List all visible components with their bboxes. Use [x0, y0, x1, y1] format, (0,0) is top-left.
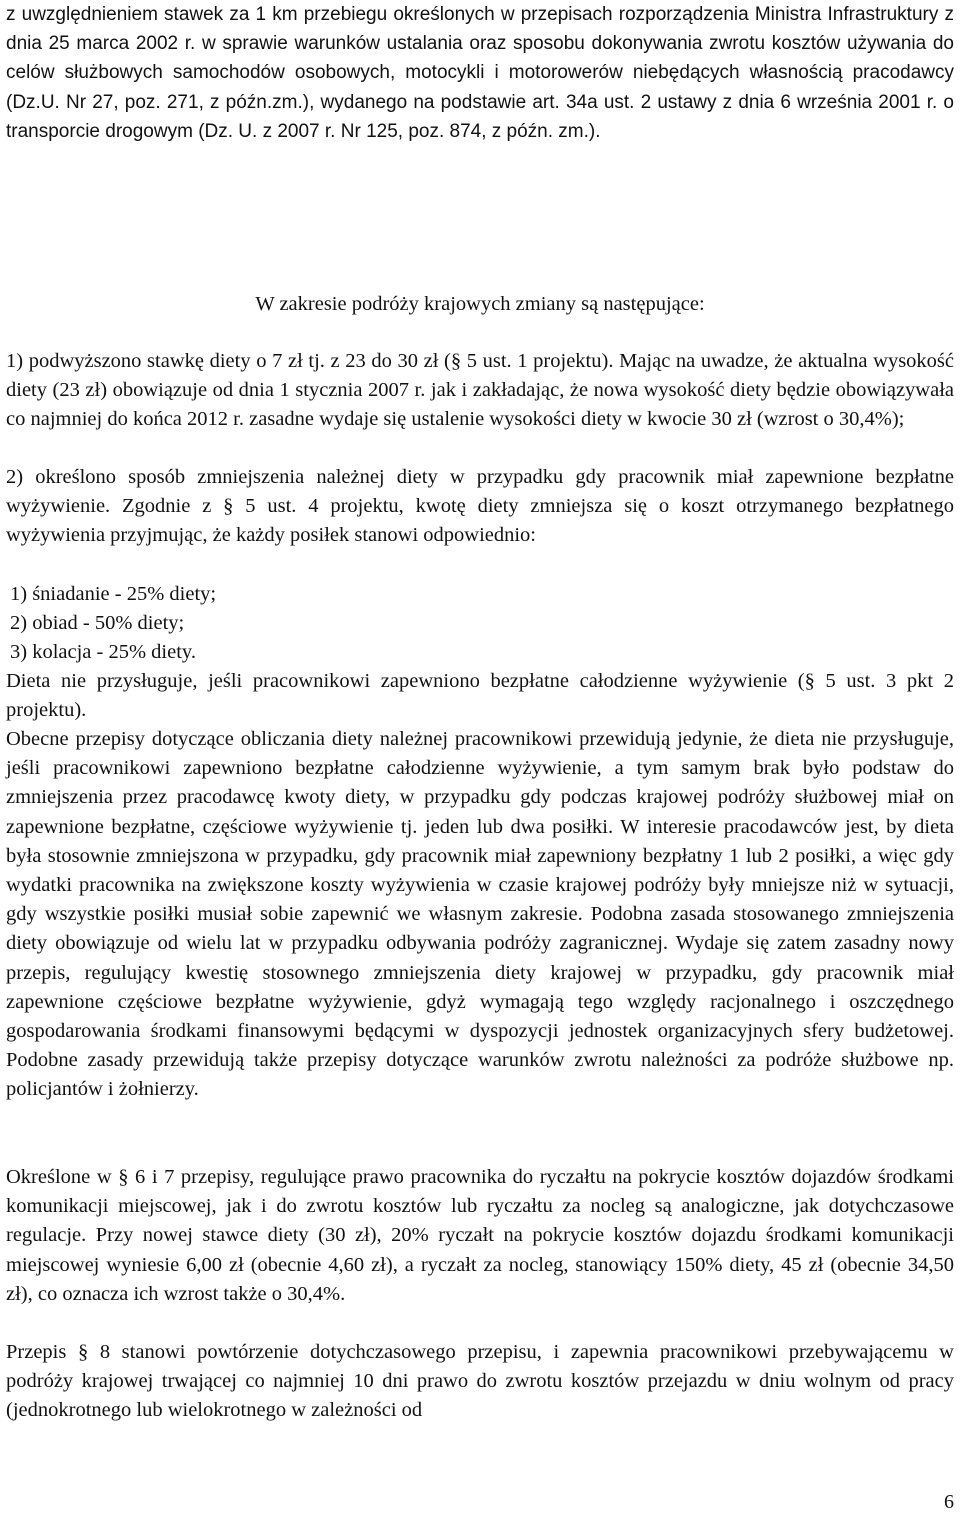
- point-2-paragraph: 2) określono sposób zmniejszenia należnej diety w przypadku gdy pracownik miał zapewnione bezpłatne wyżywienie. Zgodnie z § 5 ust. 4 projektu, kwotę diety zmniejsza się o koszt otrzymanego bezpłatnego wyżywienia przyjmując, że każdy posiłek stanowi odpowiednio:: [6, 466, 954, 547]
- meal-list: [6, 580, 954, 668]
- section-heading: W zakresie podróży krajowych zmiany są następujące:: [255, 293, 705, 315]
- okreslone-paragraph: Określone w § 6 i 7 przepisy, regulujące prawo pracownika do ryczałtu na pokrycie kosztów dojazdów środkami komunikacji miejscowej, jak i do zwrotu kosztów lub ryczałtu za nocleg są analogiczne, jak dotychczasowe regulacje. Przy nowej stawce diety (30 zł), 20% ryczałt na pokrycie kosztów dojazdu środkami komunikacji miejscowej wyniesie 6,00 zł (obecnie 4,60 zł), a ryczałt za nocleg, stanowiący 150% diety, 45 zł (obecnie 34,50 zł), co oznacza ich wzrost także o 30,4%.: [6, 1166, 954, 1305]
- list-item: 1) śniadanie - 25% diety;: [10, 583, 217, 605]
- przepis-8-paragraph: Przepis § 8 stanowi powtórzenie dotychczasowego przepisu, i zapewnia pracownikowi przebywającemu w podróży krajowej trwającej co najmniej 10 dni prawo do zwrotu kosztów przejazdu w dniu wolnym od pracy (jednokrotnego lub wielokrotnego w zależności od: [6, 1341, 954, 1422]
- list-item: 2) obiad - 50% diety;: [10, 612, 185, 635]
- point-1-paragraph: 1) podwyższono stawkę diety o 7 zł tj. z 23 do 30 zł (§ 5 ust. 1 projektu). Mając na uwadze, że aktualna wysokość diety (23 zł) obowiązuje od dnia 1 stycznia 2007 r. jak i zakładając, że nowa wysokość diety będzie obowiązywała co najmniej do końca 2012 r. zasadne wydaje się ustalenie wysokości diety w kwocie 30 zł (wzrost o 30,4%);: [6, 350, 954, 431]
- dieta-paragraph: Dieta nie przysługuje, jeśli pracownikowi zapewniono bezpłatne całodzienne wyżywienie (§ 5 ust. 3 pkt 2 projektu).: [6, 670, 954, 722]
- intro-paragraph: z uwzględnieniem stawek za 1 km przebiegu określonych w przepisach rozporządzenia Ministra Infrastruktury z dnia 25 marca 2002 r. w sprawie warunków ustalania oraz sposobu dokonywania zwrotu kosztów używania do celów służbowych samochodów osobowych, motocykli i motorowerów niebędących własnością pracodawcy (Dz.U. Nr 27, poz. 271, z późn.zm.), wydanego na podstawie art. 34a ust. 2 ustawy z dnia 6 września 2001 r. o transporcie drogowym (Dz. U. z 2007 r. Nr 125, poz. 874, z późn. zm.).: [6, 4, 954, 142]
- page-number: 6: [944, 1491, 954, 1513]
- obecne-przepisy-paragraph: Obecne przepisy dotyczące obliczania diety należnej pracownikowi przewidują jedynie, że dieta nie przysługuje, jeśli pracownikowi zapewniono bezpłatne całodzienne wyżywienie, a tym samym brak było podstaw do zmniejszenia przez pracodawcę kwoty diety, w przypadku gdy podczas krajowej podróży służbowej miał on zapewnione bezpłatne, częściowe wyżywienie tj. jeden lub dwa posiłki. W interesie pracodawców jest, by dieta była stosownie zmniejszona w przypadku, gdy pracownik miał zapewniony bezpłatny 1 lub 2 posiłki, a więc gdy wydatki pracownika na zwiększone koszty wyżywienia w czasie krajowej podróży były mniejsze niż w sytuacji, gdy wszystkie posiłki musiał sobie zapewnić we własnym zakresie. Podobna zasada stosowanego zmniejszenia diety obowiązuje od wielu lat w przypadku odbywania podróży zagranicznej. Wydaje się zatem zasadny nowy przepis, regulujący kwestię stosownego zmniejszenia diety krajowej w przypadku, gdy pracownik miał zapewnione częściowe bezpłatne wyżywienie, gdyż wymagają tego względy racjonalnego i oszczędnego gospodarowania środkami finansowymi będącymi w dyspozycji jednostek organizacyjnych sfery budżetowej. Podobne zasady przewidują także przepisy dotyczące warunków zwrotu należności za podróże służbowe np. policjantów i żołnierzy.: [6, 728, 954, 1101]
- list-item: 3) kolacja - 25% diety.: [10, 641, 196, 664]
